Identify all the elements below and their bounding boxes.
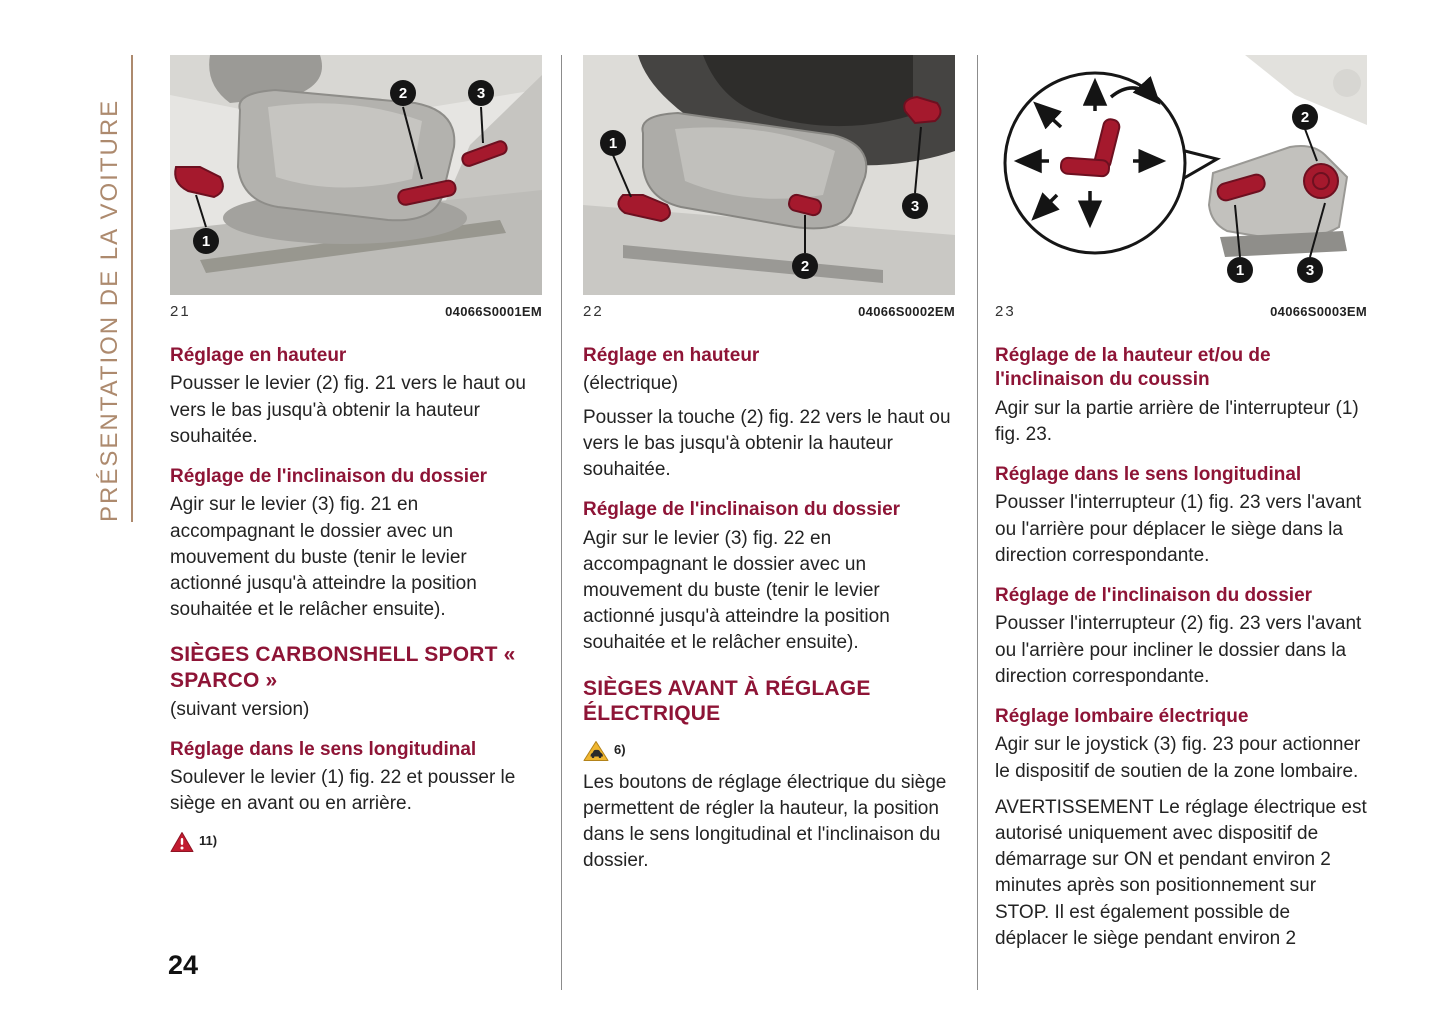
warning-note-number: 11) [199,832,218,848]
caution-reference [583,740,955,762]
section-sieges-carbonshell: SIÈGES CARBONSHELL SPORT « SPARCO » [170,643,516,692]
paragraph: (suivant version) [170,698,310,720]
heading-sens-longitudinal: Réglage dans le sens longitudinal [995,464,1302,486]
figure-21 [170,55,542,320]
svg-text:1: 1 [201,233,211,250]
seat-manual-levers-illustration [170,55,542,295]
callout-3-badge [1297,257,1323,283]
svg-text:1: 1 [1235,262,1245,279]
heading-sens-longitudinal: Réglage dans le sens longitudinal [170,738,477,760]
caution-note-number: 6) [614,741,626,757]
svg-text:1: 1 [608,135,618,152]
svg-text:3: 3 [1305,262,1315,279]
paragraph: Agir sur la partie arrière de l'interrupteur (1) fig. 23. [995,397,1359,445]
figure-code: 04066S0002EM [858,304,955,319]
paragraph-avertissement: AVERTISSEMENT Le réglage électrique est autorisé uniquement avec dispositif de démarrage sur ON et pendant environ 2 minutes après son positionnement sur STOP. Il est également possible de déplacer le siège pendant environ 2 [995,796,1367,949]
column-divider-2 [977,55,978,990]
paragraph: Pousser le levier (2) fig. 21 vers le haut ou vers le bas jusqu'à obtenir la hauteur souhaitée. [170,373,526,447]
callout-1-badge [193,228,219,254]
paragraph: (électrique) [583,373,679,395]
paragraph: Agir sur le joystick (3) fig. 23 pour actionner le dispositif de soutien de la zone lombaire. [995,734,1361,782]
column-2-text [583,344,955,875]
svg-text:3: 3 [476,85,486,102]
warning-reference [170,831,542,853]
section-sieges-electriques: SIÈGES AVANT À RÉGLAGE ÉLECTRIQUE [583,676,871,726]
heading-inclinaison-dossier: Réglage de l'inclinaison du dossier [170,465,488,487]
figure-21-caption [170,303,542,320]
paragraph: Les boutons de réglage électrique du siège permettent de régler la hauteur, la position dans le sens longitudinal et l'inclinaison du dossier. [583,771,947,872]
callout-3-badge [468,80,494,106]
paragraph: Pousser l'interrupteur (1) fig. 23 vers l'avant ou l'arrière pour déplacer le siège dans la direction correspondante. [995,492,1362,566]
column-divider-1 [561,55,562,990]
callout-1-badge [1227,257,1253,283]
page-number: 24 [168,950,199,980]
backrest-round-switch [1304,164,1338,198]
car-caution-icon [583,740,609,762]
warning-triangle-icon [170,831,194,853]
heading-lombaire-electrique: Réglage lombaire électrique [995,706,1249,727]
column-2 [583,55,955,882]
callout-2-badge [792,253,818,279]
paragraph: Soulever le levier (1) fig. 22 et pousser le siège en avant ou en arrière. [170,767,516,815]
seat-electric-switches-illustration [995,55,1367,295]
figure-22 [583,55,955,320]
column-1-text [170,344,542,853]
heading-reglage-en-hauteur: Réglage en hauteur [583,345,760,366]
paragraph: Agir sur le levier (3) fig. 22 en accompagnant le dossier avec un mouvement du buste (tenir le levier actionné jusqu'à atteindre la position souhaitée et le relâcher ensuite). [583,527,890,654]
column-3 [995,55,1367,959]
figure-23 [995,55,1367,320]
seat-electric-controls-illustration [583,55,955,295]
paragraph: Pousser la touche (2) fig. 22 vers le haut ou vers le bas jusqu'à obtenir la hauteur souhaitée. [583,406,951,480]
callout-2-badge [1292,104,1318,130]
callout-2-badge [390,80,416,106]
figure-23-caption [995,303,1367,320]
svg-text:2: 2 [398,85,408,102]
heading-reglage-en-hauteur: Réglage en hauteur [170,345,347,366]
column-1 [170,55,542,853]
heading-inclinaison-dossier: Réglage de l'inclinaison du dossier [583,499,901,521]
figure-code: 04066S0003EM [1270,304,1367,319]
paragraph: Pousser l'interrupteur (2) fig. 23 vers l'avant ou l'arrière pour incliner le dossier dans la direction correspondante. [995,613,1362,687]
column-3-text [995,344,1367,952]
heading-hauteur-inclinaison-coussin: Réglage de la hauteur et/ou de l'inclinaison du coussin [995,345,1271,391]
svg-text:2: 2 [1300,109,1310,126]
figure-code: 04066S0001EM [445,304,542,319]
svg-text:2: 2 [800,258,810,275]
paragraph: Agir sur le levier (3) fig. 21 en accompagnant le dossier avec un mouvement du buste (tenir le levier actionné jusqu'à atteindre la position souhaitée et le relâcher ensuite). [170,494,477,621]
figure-number: 22 [583,303,604,320]
svg-text:3: 3 [910,198,920,215]
chapter-title-rule [131,55,133,522]
figure-22-caption [583,303,955,320]
chapter-title-vertical: PRÉSENTATION DE LA VOITURE [96,98,123,522]
figure-number: 23 [995,303,1016,320]
heading-inclinaison-dossier: Réglage de l'inclinaison du dossier [995,585,1313,607]
callout-1-badge [600,130,626,156]
callout-3-badge [902,193,928,219]
figure-number: 21 [170,303,191,320]
